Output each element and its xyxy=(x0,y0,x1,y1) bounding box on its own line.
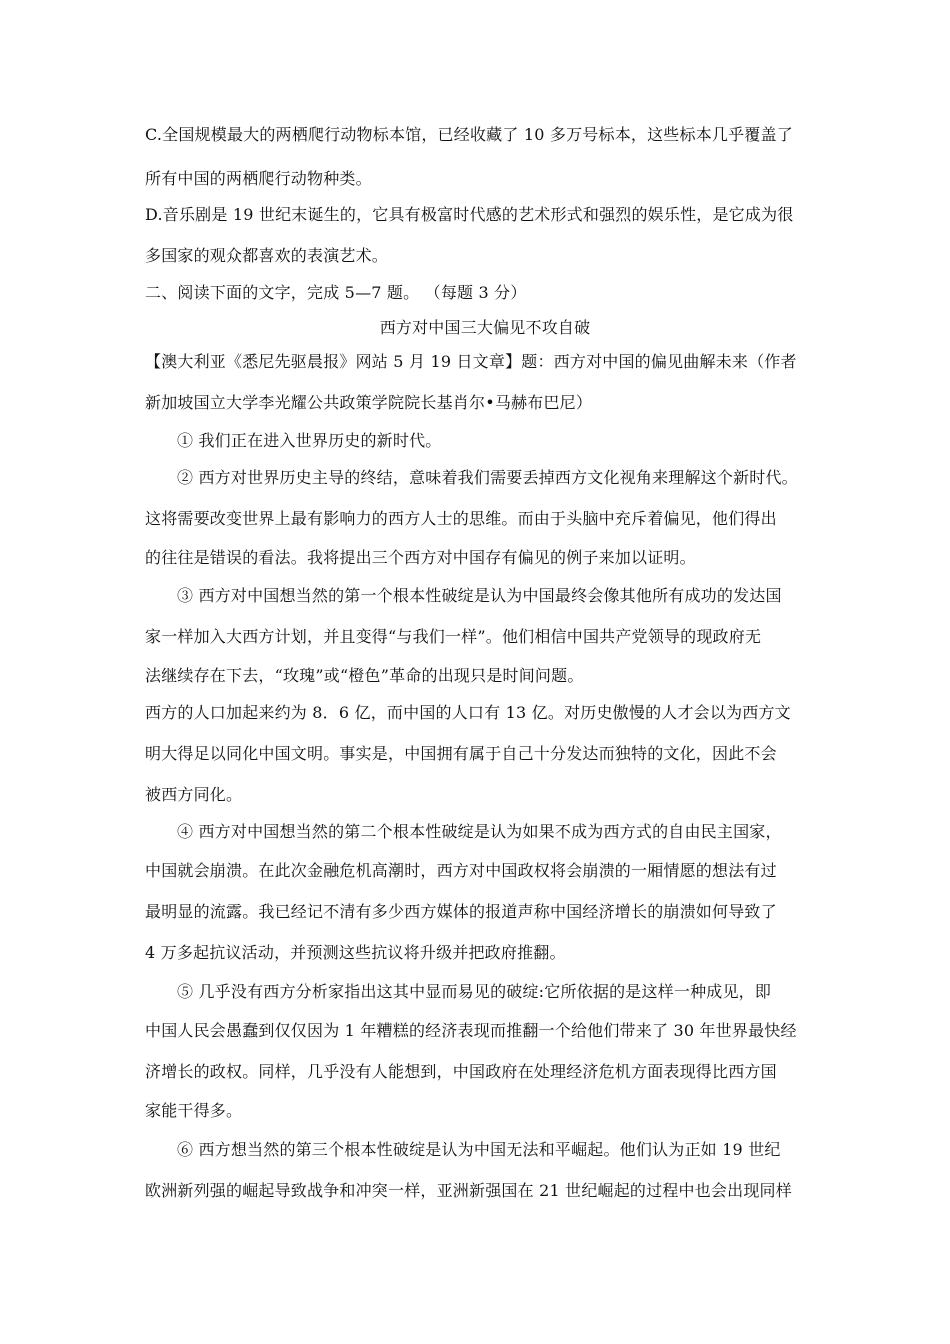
paragraph-6-line-1: ⑥ 西方想当然的第三个根本性破绽是认为中国无法和平崛起。他们认为正如 19 世纪 xyxy=(177,1140,781,1159)
option-d-line-1: D.音乐剧是 19 世纪末诞生的，它具有极富时代感的艺术形式和强烈的娱乐性，是它成为很 xyxy=(145,205,794,224)
paragraph-3b-line-1: 西方的人口加起来约为 8．6 亿，而中国的人口有 13 亿。对历史傲慢的人才会以为西方文 xyxy=(145,703,791,722)
paragraph-2-line-2: 这将需要改变世界上最有影响力的西方人士的思维。而由于头脑中充斥着偏见，他们得出 xyxy=(145,509,777,528)
paragraph-3-line-2: 家一样加入大西方计划，并且变得“与我们一样”。他们相信中国共产党领导的现政府无 xyxy=(145,627,762,646)
paragraph-4-line-2: 中国就会崩溃。在此次金融危机高潮时，西方对中国政权将会崩溃的一厢情愿的想法有过 xyxy=(145,861,777,880)
paragraph-2-line-3: 的往往是错误的看法。我将提出三个西方对中国存有偏见的例子来加以证明。 xyxy=(145,548,696,567)
paragraph-5-line-3: 济增长的政权。同样，几乎没有人能想到，中国政府在处理经济危机方面表现得比西方国 xyxy=(145,1062,777,1081)
paragraph-3b-line-2: 明大得足以同化中国文明。事实是，中国拥有属于自己十分发达而独特的文化，因此不会 xyxy=(145,744,777,763)
paragraph-3-line-3: 法继续存在下去，“玫瑰”或“橙色”革命的出现只是时间问题。 xyxy=(145,666,584,685)
paragraph-5-line-1: ⑤ 几乎没有西方分析家指出这其中显而易见的破绽:它所依据的是这样一种成见，即 xyxy=(177,982,772,1001)
paragraph-5-line-4: 家能干得多。 xyxy=(145,1101,243,1120)
paragraph-2-line-1: ② 西方对世界历史主导的终结，意味着我们需要丢掉西方文化视角来理解这个新时代。 xyxy=(177,468,798,487)
paragraph-4-line-3: 最明显的流露。我已经记不清有多少西方媒体的报道声称中国经济增长的崩溃如何导致了 xyxy=(145,902,777,921)
option-d-line-2: 多国家的观众都喜欢的表演艺术。 xyxy=(145,246,389,265)
article-source-line-1: 【澳大利亚《悉尼先驱晨报》网站 5 月 19 日文章】题：西方对中国的偏见曲解未来（作者 xyxy=(145,352,797,371)
paragraph-4-line-4: 4 万多起抗议活动，并预测这些抗议将升级并把政府推翻。 xyxy=(145,943,566,962)
paragraph-1: ① 我们正在进入世界历史的新时代。 xyxy=(177,431,442,450)
article-source-line-2: 新加坡国立大学李光耀公共政策学院院长基肖尔•马赫布巴尼） xyxy=(145,393,593,412)
option-c-line-1: C.全国规模最大的两栖爬行动物标本馆，已经收藏了 10 多万号标本，这些标本几乎覆盖了 xyxy=(145,125,793,144)
article-title: 西方对中国三大偏见不攻自破 xyxy=(379,318,591,337)
paragraph-3b-line-3: 被西方同化。 xyxy=(145,785,243,804)
paragraph-4-line-1: ④ 西方对中国想当然的第二个根本性破绽是认为如果不成为西方式的自由民主国家， xyxy=(177,822,782,841)
option-c-line-2: 所有中国的两栖爬行动物种类。 xyxy=(145,169,372,188)
paragraph-5-line-2: 中国人民会愚蠢到仅仅因为 1 年糟糕的经济表现而推翻一个给他们带来了 30 年世界最快经 xyxy=(145,1021,797,1040)
paragraph-3-line-1: ③ 西方对中国想当然的第一个根本性破绽是认为中国最终会像其他所有成功的发达国 xyxy=(177,586,782,605)
section-heading: 二、阅读下面的文字，完成 5—7 题。 （每题 3 分） xyxy=(145,283,527,302)
paragraph-6-line-2: 欧洲新列强的崛起导致战争和冲突一样，亚洲新强国在 21 世纪崛起的过程中也会出现同样 xyxy=(145,1181,792,1200)
